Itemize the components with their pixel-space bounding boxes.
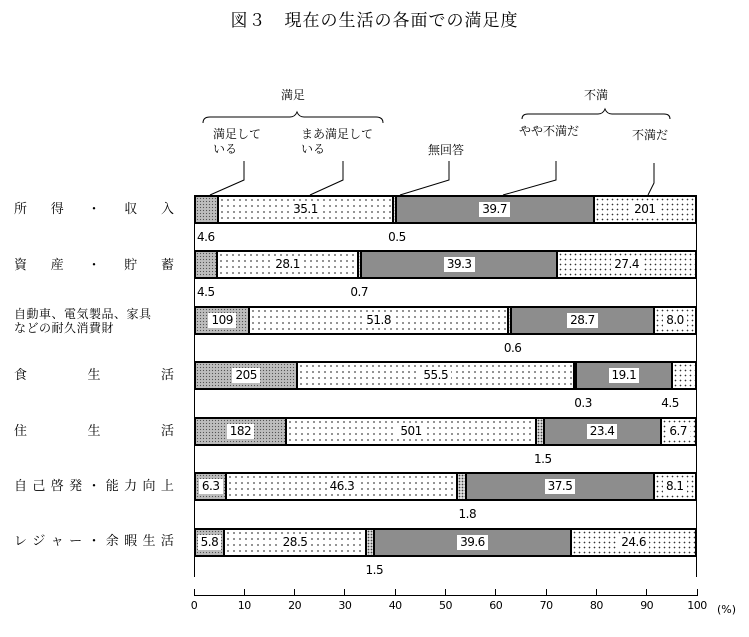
row-label-housing [14, 425, 174, 439]
small-value-label: 0.5 [388, 230, 406, 244]
value-label: 109 [208, 313, 235, 328]
label-char: ・ [87, 258, 101, 273]
bar-segment-somewhat-satisfied [225, 530, 367, 555]
value-label: 55.5 [420, 368, 451, 383]
bar-segment-somewhat-satisfied [227, 474, 458, 499]
bar-segment-somewhat-dissatisfied [512, 308, 655, 333]
value-label: 28.7 [567, 313, 598, 328]
x-tick-label: 10 [237, 599, 251, 612]
row-label-durables-line2: などの耐久消費財 [14, 321, 115, 335]
bar-segment-dissatisfied [572, 530, 695, 555]
legend-satisfied-line2: いる [213, 142, 238, 156]
small-value-label: 0.3 [574, 396, 592, 410]
x-tick [395, 589, 396, 596]
label-char: 入 [160, 202, 174, 217]
value-label: 39.7 [479, 202, 510, 217]
label-char: 活 [160, 534, 174, 549]
value-label: 28.5 [280, 535, 311, 550]
value-label: 35.1 [290, 202, 321, 217]
label-char: 生 [87, 424, 101, 439]
bar-segment-dissatisfied [662, 419, 695, 444]
chart-title: 図３ 現在の生活の各面での満足度 [230, 11, 519, 31]
row-label-food [14, 369, 174, 383]
label-char: ・ [87, 479, 101, 494]
x-tick [546, 589, 547, 596]
value-label: 28.1 [272, 257, 303, 272]
x-tick [445, 589, 446, 596]
brace-satisfied-icon [203, 112, 383, 123]
bar-segment-no-answer [537, 419, 544, 444]
legend-no-answer: 無回答 [428, 143, 465, 157]
legend-somewhat-satisfied [301, 127, 373, 157]
label-char: 暇 [124, 534, 138, 549]
label-char: 住 [14, 424, 28, 439]
row-label-durables [14, 307, 174, 335]
value-label: 23.4 [587, 424, 618, 439]
bar-segment-somewhat-satisfied [219, 197, 394, 222]
bar-segment-satisfied [196, 530, 225, 555]
label-char: 自 [14, 479, 28, 494]
value-label: 201 [631, 202, 658, 217]
label-char: 得 [50, 202, 64, 217]
small-value-label: 1.5 [365, 563, 384, 577]
label-char: 向 [142, 479, 156, 494]
x-tick-label: 20 [288, 599, 302, 612]
value-label: 24.6 [618, 535, 649, 550]
x-tick [294, 589, 295, 596]
bar-segment-somewhat-satisfied [250, 308, 508, 333]
label-char: 余 [105, 534, 119, 549]
x-tick [646, 589, 647, 596]
label-char: ー [69, 534, 83, 549]
bar-row [194, 250, 697, 279]
value-label: 501 [397, 424, 424, 439]
label-char: 己 [32, 479, 46, 494]
legend-somewhat-satisfied-line2: いる [301, 142, 326, 156]
value-label: 205 [232, 368, 259, 383]
legend-dissatisfied: 不満だ [632, 128, 669, 142]
row-label-self-development [14, 480, 174, 494]
x-tick-label: 60 [489, 599, 503, 612]
value-label: 6.7 [666, 424, 690, 439]
row-label-durables-line1: 自動車、電気製品、家具 [14, 307, 152, 321]
value-label: 8.0 [663, 313, 687, 328]
bar-row [194, 528, 697, 557]
label-char: 生 [87, 368, 101, 383]
bar-segment-dissatisfied [655, 308, 695, 333]
value-label: 27.4 [611, 257, 642, 272]
x-tick-label: 40 [388, 599, 402, 612]
legend-satisfied-line1: 満足して [213, 127, 262, 141]
small-value-label: 1.5 [534, 452, 552, 466]
bar-segment-somewhat-dissatisfied [577, 363, 672, 388]
legend-somewhat-dissatisfied: やや不満だ [519, 124, 580, 138]
x-tick-label: 0 [190, 599, 198, 612]
x-axis-unit: (%) [717, 603, 737, 616]
small-value-label: 4.5 [197, 285, 215, 299]
label-char: 収 [124, 202, 138, 217]
x-tick [596, 589, 597, 596]
value-label: 37.5 [545, 479, 576, 494]
label-char: 生 [142, 534, 156, 549]
row-label-income [14, 203, 174, 217]
label-char: 活 [160, 424, 174, 439]
bar-row [194, 472, 697, 501]
row-label-leisure [14, 535, 174, 549]
bar-segment-dissatisfied [558, 252, 695, 277]
legend-somewhat-satisfied-line1: まあ満足して [301, 127, 374, 141]
bar-segment-dissatisfied [595, 197, 695, 222]
small-value-label: 4.6 [197, 230, 215, 244]
legend-satisfied [213, 127, 261, 157]
legend-group-satisfied: 満足 [281, 88, 306, 102]
label-char: 食 [14, 368, 28, 383]
legend-group-dissatisfied: 不満 [584, 88, 609, 102]
value-label: 39.3 [444, 257, 475, 272]
label-char: ・ [87, 202, 101, 217]
row-label-assets [14, 259, 174, 273]
bar-row [194, 417, 697, 446]
bar-segment-dissatisfied [673, 363, 695, 388]
label-char: レ [14, 534, 28, 549]
label-char: 資 [14, 258, 28, 273]
x-tick [697, 589, 698, 596]
value-label: 5.8 [198, 535, 222, 550]
x-tick [495, 589, 496, 596]
bar-segment-satisfied [196, 419, 287, 444]
small-value-label: 0.7 [350, 285, 368, 299]
bar-segment-no-answer [458, 474, 467, 499]
bar-segment-satisfied [196, 308, 250, 333]
label-char: ・ [87, 534, 101, 549]
label-char: 上 [160, 479, 174, 494]
bar-segment-satisfied [196, 252, 218, 277]
x-tick-label: 100 [687, 599, 707, 612]
x-tick-label: 70 [539, 599, 553, 612]
x-tick-label: 30 [338, 599, 352, 612]
label-char: 貯 [124, 258, 138, 273]
label-char: 産 [50, 258, 64, 273]
value-label: 19.1 [609, 368, 640, 383]
bar-segment-somewhat-satisfied [287, 419, 537, 444]
bar-segment-somewhat-dissatisfied [545, 419, 662, 444]
x-tick-label: 80 [589, 599, 603, 612]
bar-segment-somewhat-satisfied [218, 252, 358, 277]
bar-row [194, 306, 697, 335]
bar-segment-no-answer [367, 530, 374, 555]
label-char: ジ [32, 534, 46, 549]
small-value-label: 1.8 [458, 507, 477, 521]
bar-segment-somewhat-satisfied [298, 363, 575, 388]
x-tick [344, 589, 345, 596]
bar-segment-satisfied [196, 197, 219, 222]
bar-segment-somewhat-dissatisfied [397, 197, 595, 222]
label-char: ャ [50, 534, 64, 549]
label-char: 発 [69, 479, 83, 494]
small-value-label: 4.5 [661, 396, 679, 410]
bar-segment-satisfied [196, 474, 227, 499]
value-label: 39.6 [457, 535, 488, 550]
x-tick-label: 90 [640, 599, 654, 612]
bar-row [194, 361, 697, 390]
label-char: 力 [124, 479, 138, 494]
bar-segment-somewhat-dissatisfied [362, 252, 558, 277]
small-value-label: 0.6 [503, 341, 522, 355]
label-char: 蓄 [160, 258, 174, 273]
x-tick-label: 50 [439, 599, 452, 612]
bar-row [194, 195, 697, 224]
value-label: 46.3 [327, 479, 358, 494]
label-char: 能 [105, 479, 119, 494]
label-char: 啓 [50, 479, 64, 494]
brace-dissatisfied-icon [522, 109, 670, 119]
value-label: 182 [227, 424, 254, 439]
value-label: 51.8 [363, 313, 394, 328]
label-char: 活 [160, 368, 174, 383]
bar-segment-satisfied [196, 363, 298, 388]
bar-segment-somewhat-dissatisfied [375, 530, 573, 555]
value-label: 8.1 [663, 479, 687, 494]
bar-segment-somewhat-dissatisfied [467, 474, 654, 499]
bar-segment-dissatisfied [655, 474, 695, 499]
value-label: 6.3 [199, 479, 223, 494]
x-tick [244, 589, 245, 596]
x-tick [194, 589, 195, 596]
label-char: 所 [14, 202, 28, 217]
